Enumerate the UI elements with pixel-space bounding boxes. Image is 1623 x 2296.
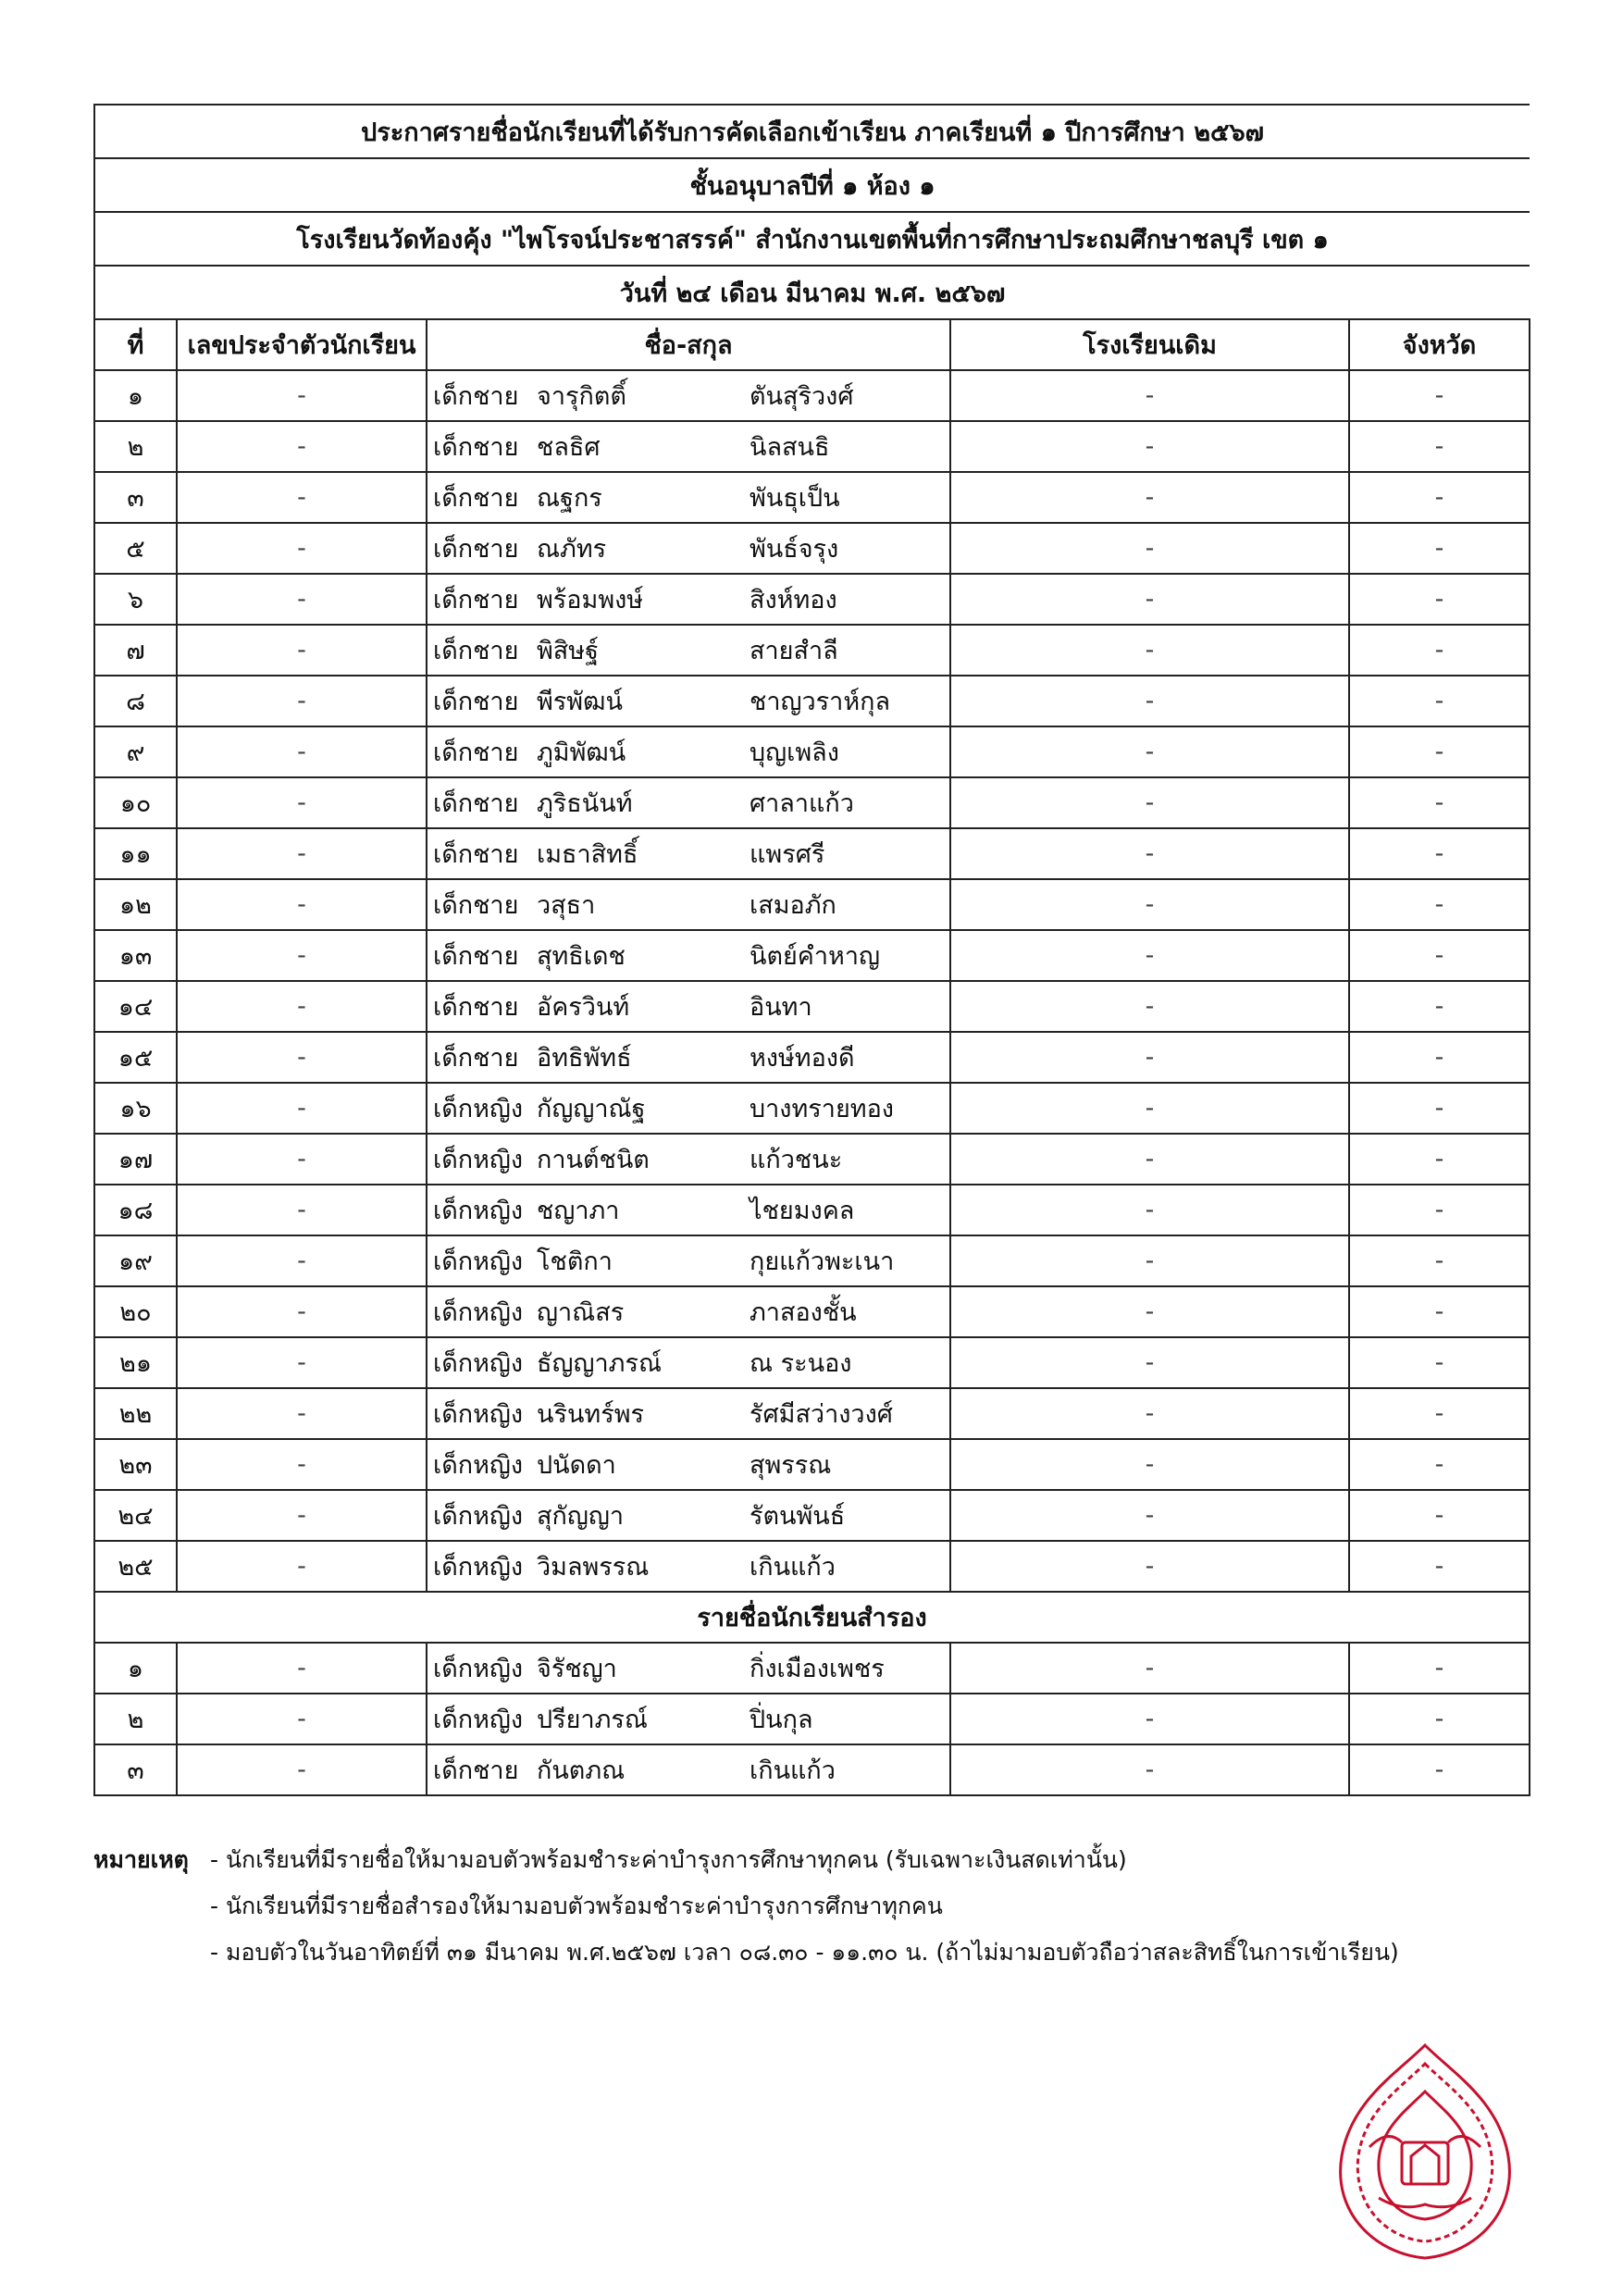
name-prefix: เด็กหญิง [433, 1655, 524, 1683]
student-name [427, 523, 950, 574]
student-name [427, 574, 950, 625]
notes-label: หมายเหตุ [93, 1846, 189, 1873]
row-number: ๑๓ [94, 930, 177, 981]
last-name: นิลสนธิ [750, 433, 830, 462]
province: - [1349, 1337, 1530, 1388]
province: - [1349, 370, 1530, 421]
header-student-id: เลขประจำตัวนักเรียน [177, 319, 427, 370]
province: - [1349, 1694, 1530, 1744]
province: - [1349, 981, 1530, 1032]
notes-section [93, 1837, 1537, 1976]
last-name: เกินแก้ว [750, 1756, 836, 1785]
student-name [427, 1235, 950, 1286]
student-row [94, 676, 1530, 726]
row-number: ๑ [94, 370, 177, 421]
student-list-table [93, 104, 1530, 1796]
row-number: ๒ [94, 1694, 177, 1744]
first-name: ณภัทร [537, 535, 607, 564]
name-prefix: เด็กชาย [433, 382, 519, 411]
student-name [427, 1694, 950, 1744]
name-prefix: เด็กหญิง [433, 1451, 524, 1480]
student-row [94, 1490, 1530, 1541]
province: - [1349, 930, 1530, 981]
province: - [1349, 1490, 1530, 1541]
previous-school: - [950, 472, 1349, 523]
note-item: - นักเรียนที่มีรายชื่อให้มามอบตัวพร้อมชำระค่าบำรุงการศึกษาทุกคน (รับเฉพาะเงินสดเท่านั้น) [210, 1846, 1127, 1873]
province: - [1349, 1643, 1530, 1694]
last-name: แก้วชนะ [750, 1146, 843, 1174]
previous-school: - [950, 1744, 1349, 1795]
first-name: อัครวินท์ [537, 993, 630, 1022]
student-id: - [177, 1032, 427, 1083]
student-row [94, 930, 1530, 981]
row-number: ๑๖ [94, 1083, 177, 1134]
row-number: ๓ [94, 1744, 177, 1795]
reserve-title: รายชื่อนักเรียนสำรอง [94, 1592, 1530, 1643]
row-number: ๒๐ [94, 1286, 177, 1337]
student-id: - [177, 1388, 427, 1439]
first-name: ปนัดดา [537, 1451, 616, 1480]
name-prefix: เด็กชาย [433, 586, 519, 614]
student-id: - [177, 625, 427, 676]
province: - [1349, 726, 1530, 777]
last-name: กุยแก้วพะเนา [750, 1247, 895, 1276]
first-name: พิสิษฐ์ [537, 637, 599, 665]
row-number: ๒๑ [94, 1337, 177, 1388]
last-name: บุญเพลิง [750, 738, 839, 767]
first-name: พร้อมพงษ์ [537, 586, 644, 614]
name-prefix: เด็กชาย [433, 993, 519, 1022]
name-prefix: เด็กชาย [433, 637, 519, 665]
previous-school: - [950, 1337, 1349, 1388]
student-id: - [177, 828, 427, 879]
student-id: - [177, 1490, 427, 1541]
row-number: ๒๕ [94, 1541, 177, 1592]
province: - [1349, 879, 1530, 930]
first-name: ชลธิศ [537, 433, 601, 462]
first-name: สุทธิเดช [537, 942, 626, 971]
student-id: - [177, 1694, 427, 1744]
student-name [427, 1083, 950, 1134]
student-id: - [177, 574, 427, 625]
row-number: ๒๔ [94, 1490, 177, 1541]
last-name: พันธุเป็น [750, 484, 840, 513]
name-prefix: เด็กชาย [433, 1756, 519, 1785]
student-row [94, 421, 1530, 472]
previous-school: - [950, 879, 1349, 930]
name-prefix: เด็กชาย [433, 942, 519, 971]
province: - [1349, 1032, 1530, 1083]
name-prefix: เด็กหญิง [433, 1298, 524, 1327]
student-id: - [177, 1643, 427, 1694]
last-name: พันธ์จรุง [750, 535, 839, 564]
date-title: วันที่ ๒๔ เดือน มีนาคม พ.ศ. ๒๕๖๗ [94, 266, 1530, 319]
row-number: ๓ [94, 472, 177, 523]
student-name [427, 1388, 950, 1439]
student-id: - [177, 1439, 427, 1490]
student-name [427, 1439, 950, 1490]
province: - [1349, 472, 1530, 523]
name-prefix: เด็กหญิง [433, 1400, 524, 1429]
previous-school: - [950, 777, 1349, 828]
row-number: ๕ [94, 523, 177, 574]
previous-school: - [950, 1286, 1349, 1337]
name-prefix: เด็กชาย [433, 1044, 519, 1073]
row-number: ๗ [94, 625, 177, 676]
student-row [94, 370, 1530, 421]
first-name: อิทธิพัทธ์ [537, 1044, 632, 1073]
first-name: กานต์ชนิต [537, 1146, 650, 1174]
student-name [427, 1490, 950, 1541]
previous-school: - [950, 1694, 1349, 1744]
header-province: จังหวัด [1349, 319, 1530, 370]
first-name: ปรียาภรณ์ [537, 1706, 648, 1734]
header-row [94, 319, 1530, 370]
row-number: ๘ [94, 676, 177, 726]
student-row [94, 1439, 1530, 1490]
reserve-section-row [94, 1592, 1530, 1643]
student-row [94, 523, 1530, 574]
previous-school: - [950, 828, 1349, 879]
student-row [94, 574, 1530, 625]
student-name [427, 1032, 950, 1083]
previous-school: - [950, 930, 1349, 981]
last-name: สิงห์ทอง [750, 586, 837, 614]
student-row [94, 1337, 1530, 1388]
name-prefix: เด็กหญิง [433, 1146, 524, 1174]
name-prefix: เด็กหญิง [433, 1197, 524, 1225]
row-number: ๑๒ [94, 879, 177, 930]
student-id: - [177, 1337, 427, 1388]
student-id: - [177, 523, 427, 574]
reserve-row [94, 1694, 1530, 1744]
first-name: วสุธา [537, 891, 596, 920]
previous-school: - [950, 676, 1349, 726]
student-id: - [177, 1235, 427, 1286]
student-row [94, 1083, 1530, 1134]
last-name: ศาลาแก้ว [750, 789, 854, 818]
previous-school: - [950, 1083, 1349, 1134]
province: - [1349, 676, 1530, 726]
province: - [1349, 777, 1530, 828]
student-row [94, 1286, 1530, 1337]
row-number: ๑๐ [94, 777, 177, 828]
last-name: ปิ่นกุล [750, 1706, 813, 1734]
last-name: บางทรายทอง [750, 1095, 894, 1123]
name-prefix: เด็กชาย [433, 789, 519, 818]
province: - [1349, 421, 1530, 472]
name-prefix: เด็กชาย [433, 738, 519, 767]
student-id: - [177, 676, 427, 726]
province: - [1349, 1439, 1530, 1490]
first-name: สุกัญญา [537, 1502, 624, 1531]
first-name: จิรัชญา [537, 1655, 617, 1683]
student-id: - [177, 421, 427, 472]
last-name: หงษ์ทองดี [750, 1044, 855, 1073]
previous-school: - [950, 1439, 1349, 1490]
student-name [427, 1286, 950, 1337]
student-row [94, 828, 1530, 879]
row-number: ๑ [94, 1643, 177, 1694]
student-name [427, 726, 950, 777]
row-number: ๑๕ [94, 1032, 177, 1083]
header-previous-school: โรงเรียนเดิม [950, 319, 1349, 370]
first-name: ณฐกร [537, 484, 602, 513]
first-name: ญาณิสร [537, 1298, 625, 1327]
previous-school: - [950, 1388, 1349, 1439]
student-id: - [177, 1286, 427, 1337]
first-name: โชติกา [537, 1247, 613, 1276]
school-seal-stamp [1314, 2036, 1536, 2267]
row-number: ๖ [94, 574, 177, 625]
last-name: รัศมีสว่างวงศ์ [750, 1400, 893, 1429]
province: - [1349, 1083, 1530, 1134]
name-prefix: เด็กหญิง [433, 1706, 524, 1734]
student-name [427, 370, 950, 421]
previous-school: - [950, 1490, 1349, 1541]
student-row [94, 472, 1530, 523]
name-prefix: เด็กหญิง [433, 1502, 524, 1531]
name-prefix: เด็กชาย [433, 535, 519, 564]
name-prefix: เด็กหญิง [433, 1553, 524, 1582]
student-name [427, 1643, 950, 1694]
previous-school: - [950, 370, 1349, 421]
last-name: เกินแก้ว [750, 1553, 836, 1582]
last-name: กิ่งเมืองเพชร [750, 1655, 885, 1683]
first-name: ภูมิพัฒน์ [537, 738, 626, 767]
row-number: ๑๙ [94, 1235, 177, 1286]
previous-school: - [950, 1185, 1349, 1235]
name-prefix: เด็กชาย [433, 891, 519, 920]
name-prefix: เด็กชาย [433, 484, 519, 513]
previous-school: - [950, 1235, 1349, 1286]
student-id: - [177, 981, 427, 1032]
name-prefix: เด็กหญิง [433, 1095, 524, 1123]
student-row [94, 1134, 1530, 1185]
note-item: - นักเรียนที่มีรายชื่อสำรองให้มามอบตัวพร้อมชำระค่าบำรุงการศึกษาทุกคน [210, 1893, 943, 1919]
first-name: วิมลพรรณ [537, 1553, 650, 1582]
province: - [1349, 1185, 1530, 1235]
student-name [427, 625, 950, 676]
student-id: - [177, 1185, 427, 1235]
student-id: - [177, 777, 427, 828]
province: - [1349, 828, 1530, 879]
province: - [1349, 574, 1530, 625]
first-name: กัญญาณัฐ [537, 1095, 646, 1123]
previous-school: - [950, 981, 1349, 1032]
school-title: โรงเรียนวัดท้องคุ้ง "ไพโรจน์ประชาสรรค์" สำนักงานเขตพื้นที่การศึกษาประถมศึกษาชลบุรี เขต ๑ [94, 212, 1530, 266]
name-prefix: เด็กชาย [433, 688, 519, 716]
province: - [1349, 625, 1530, 676]
name-prefix: เด็กหญิง [433, 1349, 524, 1378]
class-title: ชั้นอนุบาลปีที่ ๑ ห้อง ๑ [94, 158, 1530, 212]
student-name [427, 472, 950, 523]
row-number: ๑๑ [94, 828, 177, 879]
student-name [427, 1541, 950, 1592]
last-name: นิตย์คำหาญ [750, 942, 880, 971]
name-prefix: เด็กหญิง [433, 1247, 524, 1276]
student-name [427, 1744, 950, 1795]
student-name [427, 1134, 950, 1185]
student-id: - [177, 370, 427, 421]
student-name [427, 828, 950, 879]
province: - [1349, 523, 1530, 574]
student-name [427, 421, 950, 472]
previous-school: - [950, 1541, 1349, 1592]
previous-school: - [950, 1643, 1349, 1694]
student-id: - [177, 879, 427, 930]
note-item: - มอบตัวในวันอาทิตย์ที่ ๓๑ มีนาคม พ.ศ.๒๕๖๗ เวลา ๐๘.๓๐ - ๑๑.๓๐ น. (ถ้าไม่มามอบตัวถือว่าสละสิทธิ์ในการเข้าเรียน) [210, 1939, 1399, 1966]
last-name: รัตนพันธ์ [750, 1502, 846, 1531]
previous-school: - [950, 1032, 1349, 1083]
student-row [94, 726, 1530, 777]
student-id: - [177, 1083, 427, 1134]
province: - [1349, 1286, 1530, 1337]
last-name: ชาญวราห์กุล [750, 688, 891, 716]
province: - [1349, 1388, 1530, 1439]
province: - [1349, 1744, 1530, 1795]
student-row [94, 1032, 1530, 1083]
student-row [94, 1388, 1530, 1439]
reserve-row [94, 1643, 1530, 1694]
first-name: จารุกิตติ์ [537, 382, 626, 411]
last-name: อินทา [750, 993, 812, 1022]
student-id: - [177, 930, 427, 981]
student-name [427, 930, 950, 981]
previous-school: - [950, 726, 1349, 777]
previous-school: - [950, 625, 1349, 676]
student-row [94, 1185, 1530, 1235]
row-number: ๙ [94, 726, 177, 777]
last-name: ตันสุริวงศ์ [750, 382, 854, 411]
first-name: กันตภณ [537, 1756, 626, 1785]
row-number: ๑๘ [94, 1185, 177, 1235]
province: - [1349, 1541, 1530, 1592]
student-id: - [177, 1744, 427, 1795]
row-number: ๒๓ [94, 1439, 177, 1490]
first-name: เมธาสิทธิ์ [537, 840, 638, 869]
last-name: เสมอภัก [750, 891, 836, 920]
student-id: - [177, 1134, 427, 1185]
row-number: ๑๗ [94, 1134, 177, 1185]
announcement-title: ประกาศรายชื่อนักเรียนที่ได้รับการคัดเลือกเข้าเรียน ภาคเรียนที่ ๑ ปีการศึกษา ๒๕๖๗ [94, 105, 1530, 158]
province: - [1349, 1235, 1530, 1286]
student-row [94, 777, 1530, 828]
header-name: ชื่อ-สกุล [427, 319, 950, 370]
student-row [94, 625, 1530, 676]
student-row [94, 981, 1530, 1032]
name-prefix: เด็กชาย [433, 840, 519, 869]
last-name: ณ ระนอง [750, 1349, 852, 1378]
previous-school: - [950, 1134, 1349, 1185]
student-id: - [177, 472, 427, 523]
row-number: ๒ [94, 421, 177, 472]
first-name: ภูริธนันท์ [537, 789, 633, 818]
student-row [94, 879, 1530, 930]
student-name [427, 879, 950, 930]
student-id: - [177, 726, 427, 777]
student-name [427, 981, 950, 1032]
student-row [94, 1541, 1530, 1592]
first-name: พีรพัฒน์ [537, 688, 623, 716]
header-no: ที่ [94, 319, 177, 370]
student-name [427, 1185, 950, 1235]
student-id: - [177, 1541, 427, 1592]
previous-school: - [950, 421, 1349, 472]
student-row [94, 1235, 1530, 1286]
last-name: ภาสองชั้น [750, 1298, 857, 1327]
last-name: สุพรรณ [750, 1451, 832, 1480]
previous-school: - [950, 574, 1349, 625]
first-name: ธัญญาภรณ์ [537, 1349, 662, 1378]
last-name: สายสำลี [750, 637, 838, 665]
student-name [427, 676, 950, 726]
last-name: แพรศรี [750, 840, 825, 869]
last-name: ไชยมงคล [750, 1197, 855, 1225]
first-name: ชญาภา [537, 1197, 620, 1225]
student-name [427, 777, 950, 828]
province: - [1349, 1134, 1530, 1185]
row-number: ๒๒ [94, 1388, 177, 1439]
row-number: ๑๔ [94, 981, 177, 1032]
previous-school: - [950, 523, 1349, 574]
name-prefix: เด็กชาย [433, 433, 519, 462]
student-name [427, 1337, 950, 1388]
first-name: นรินทร์พร [537, 1400, 645, 1429]
reserve-row [94, 1744, 1530, 1795]
